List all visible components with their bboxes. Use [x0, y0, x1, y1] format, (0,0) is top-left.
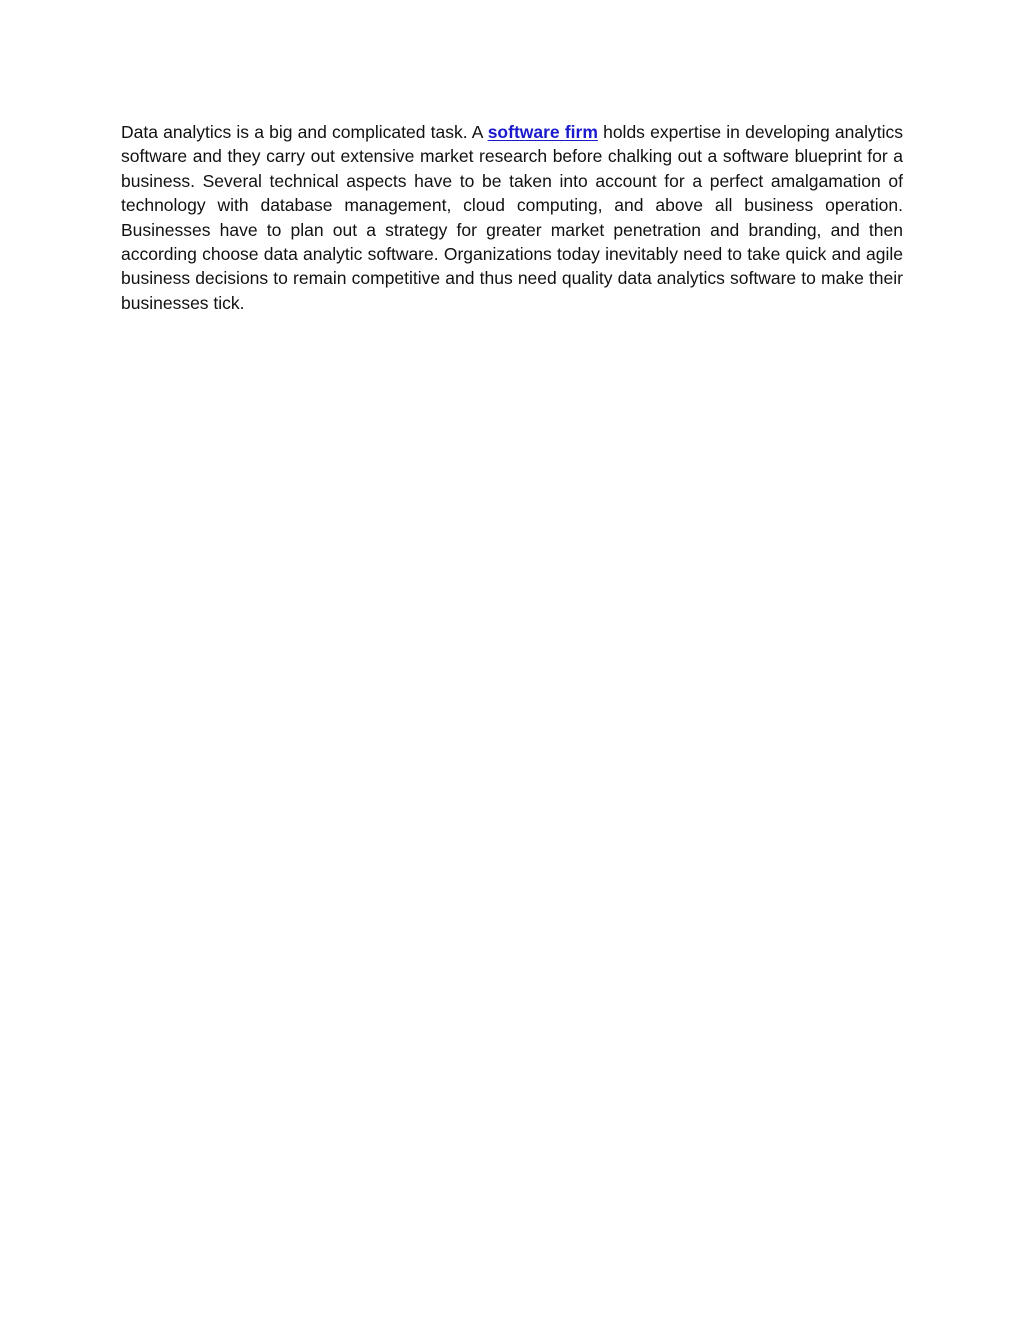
- body-paragraph: [121, 120, 903, 315]
- paragraph-text-start: Data analytics is a big and complicated task. A: [121, 122, 488, 142]
- software-firm-link[interactable]: software firm: [487, 122, 598, 142]
- paragraph-text-end: holds expertise in developing analytics software and they carry out extensive market research before chalking out a software blueprint for a business. Several technical aspects have to be taken into account for a perfect amalgamation of technology with database management, cloud computing, and above all business operation. Businesses have to plan out a strategy for greater market penetration and branding, and then according choose data analytic software. Organizations today inevitably need to take quick and agile business decisions to remain competitive and thus need quality data analytics software to make their businesses tick.: [121, 122, 904, 313]
